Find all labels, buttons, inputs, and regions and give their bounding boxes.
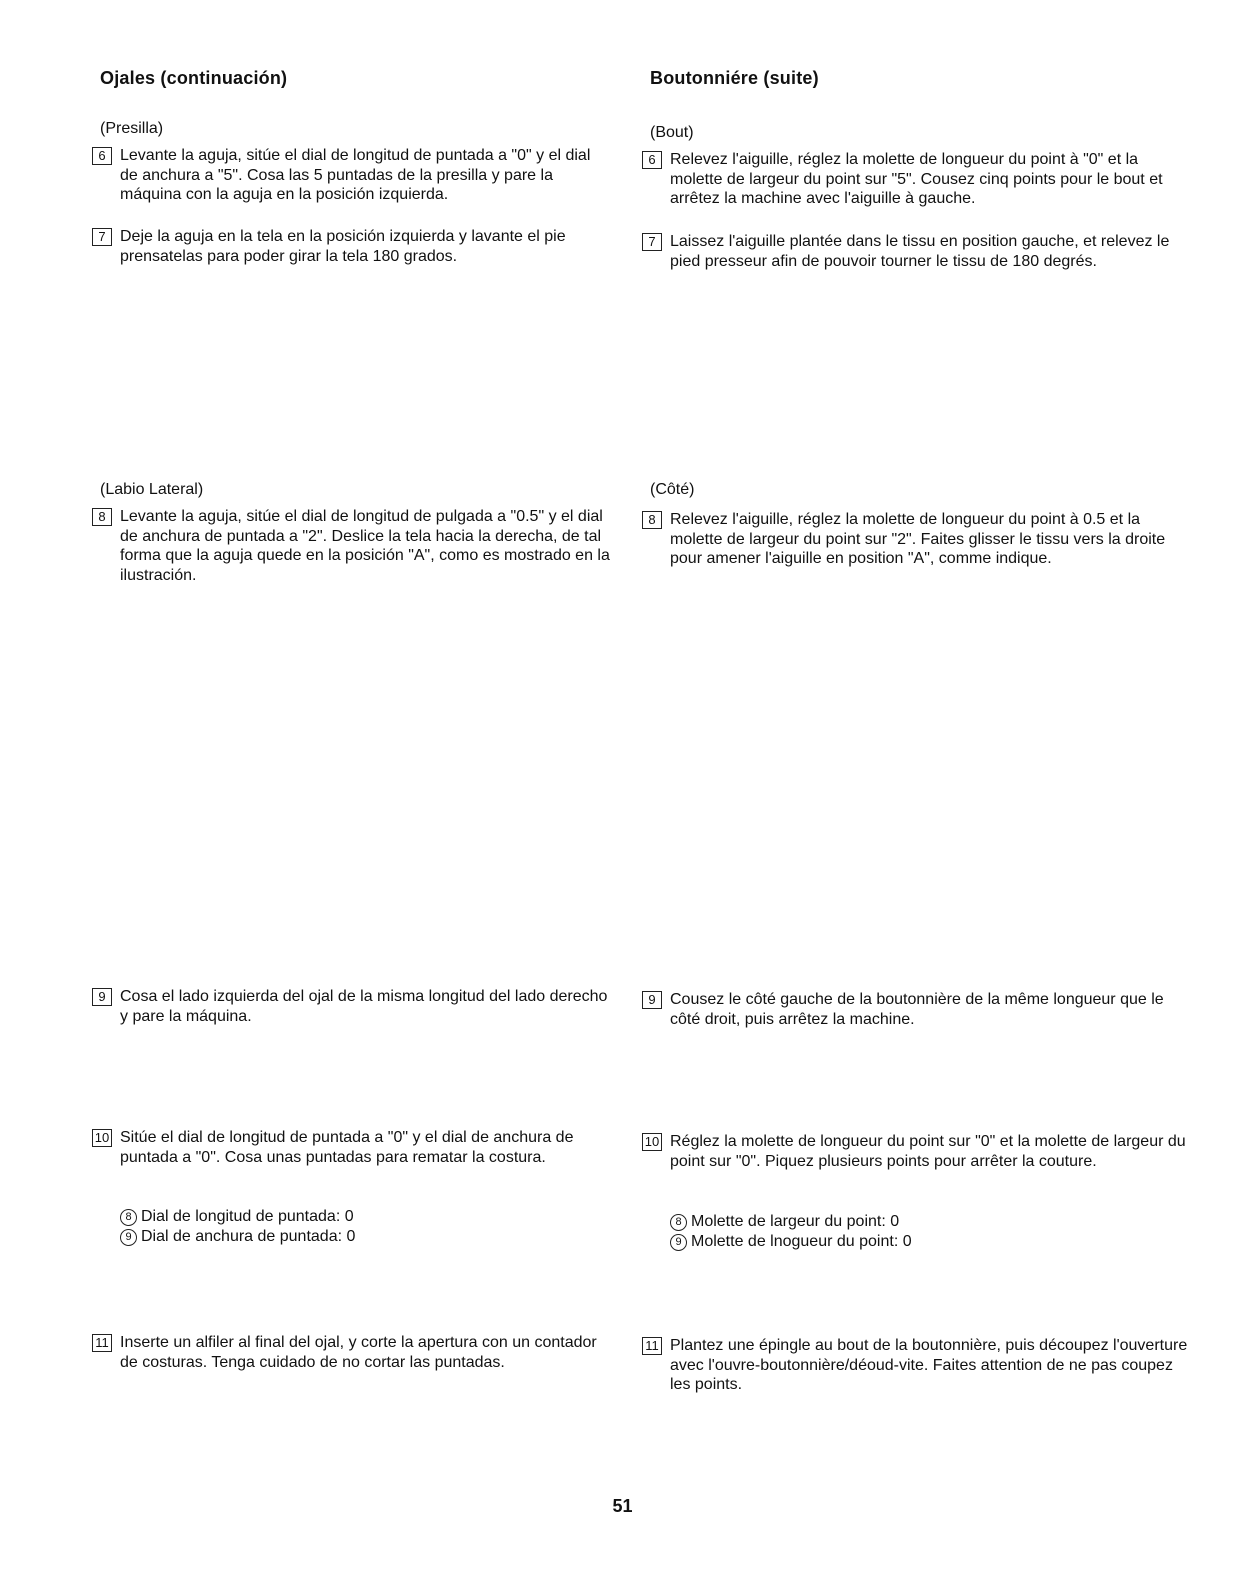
step-6 [100,146,610,205]
step-9 [650,990,1190,1029]
setting-text: Molette de lnogueur du point: 0 [691,1233,912,1250]
subheading-cote: (Côté) [650,481,695,498]
page-number: 51 [612,1496,633,1516]
step-text: Cosa el lado izquierda del ojal de la misma longitud del lado derecho y pare la máquina. [120,988,608,1025]
step-text: Réglez la molette de longueur du point sur "0" et la molette de largeur du point sur "0". Piquez plusieurs points pour arrêter la couture. [670,1133,1186,1170]
step-8 [100,507,610,585]
step-number: 9 [92,988,112,1006]
step-text: Laissez l'aiguille plantée dans le tissu en position gauche, et relevez le pied presseur afin de pouvoir tourner le tissu de 180 degrés. [670,233,1170,270]
step-number: 10 [642,1133,662,1151]
callout-marker: 9 [120,1229,137,1246]
step-text: Relevez l'aiguille, réglez la molette de longueur du point à 0.5 et la molette de largeur du point sur "2". Faites glisser le tissu vers la droite pour amener l'aiguille en position "A", comme indique. [670,511,1166,567]
step-8 [650,510,1190,569]
step-text: Plantez une épingle au bout de la boutonnière, puis découpez l'ouverture avec l'ouvre-boutonnière/déoud-vite. Faites attention de ne pas coupez les points. [670,1337,1188,1393]
step-number: 11 [642,1337,662,1355]
step-11 [95,1333,610,1372]
step-number: 8 [92,508,112,526]
step-10 [94,1128,610,1167]
step-text: Levante la aguja, sitúe el dial de longitud de pulgada a "0.5" y el dial de anchura de puntada a "2". Deslice la tela hacia la derecha, de tal forma que la aguja quede en la posición "A", como es mostrado en la ilustración. [120,508,610,584]
callout-marker: 9 [670,1234,687,1251]
callout-marker: 8 [670,1214,687,1231]
step-number: 9 [642,991,662,1009]
step-number: 10 [92,1129,112,1147]
step-10 [644,1132,1190,1171]
setting-text: Dial de anchura de puntada: 0 [141,1228,356,1245]
step-7 [100,227,610,266]
step-9 [100,987,610,1026]
step-number: 8 [642,511,662,529]
setting-item-length [120,1207,354,1227]
callout-marker: 8 [120,1209,137,1226]
subheading-labio: (Labio Lateral) [100,481,204,498]
step-number: 7 [642,233,662,251]
step-text: Levante la aguja, sitúe el dial de longitud de puntada a "0" y el dial de anchura a "5". Cosa las 5 puntadas de la presilla y pare la máquina con la aguja en la posición izquierda. [120,147,591,203]
step-text: Inserte un alfiler al final del ojal, y corte la apertura con un contador de costuras. Tenga cuidado de no cortar las puntadas. [120,1334,597,1371]
step-text: Deje la aguja en la tela en la posición izquierda y lavante el pie prensatelas para poder girar la tela 180 grados. [120,228,566,265]
setting-item-length [670,1232,912,1252]
step-number: 6 [642,151,662,169]
step-number: 7 [92,228,112,246]
subheading-presilla: (Presilla) [100,120,164,137]
setting-item-width [120,1227,355,1247]
step-11 [645,1336,1190,1395]
section-title: Boutonniére (suite) [650,68,819,88]
subheading-bout: (Bout) [650,124,694,141]
setting-item-width [670,1212,899,1232]
section-title: Ojales (continuación) [100,68,288,88]
step-text: Cousez le côté gauche de la boutonnière de la même longueur que le côté droit, puis arrêtez la machine. [670,991,1164,1028]
step-7 [650,232,1190,271]
step-text: Sitúe el dial de longitud de puntada a "0" y el dial de anchura de puntada a "0". Cosa unas puntadas para rematar la costura. [120,1129,574,1166]
setting-text: Dial de longitud de puntada: 0 [141,1208,354,1225]
step-text: Relevez l'aiguille, réglez la molette de longueur du point à "0" et la molette de largeur du point sur "5". Cousez cinq points pour le bout et arrêtez la machine avec l'aiguille à gauche. [670,151,1163,207]
step-number: 11 [92,1334,112,1352]
step-number: 6 [92,147,112,165]
setting-text: Molette de largeur du point: 0 [691,1213,900,1230]
step-6 [650,150,1190,209]
